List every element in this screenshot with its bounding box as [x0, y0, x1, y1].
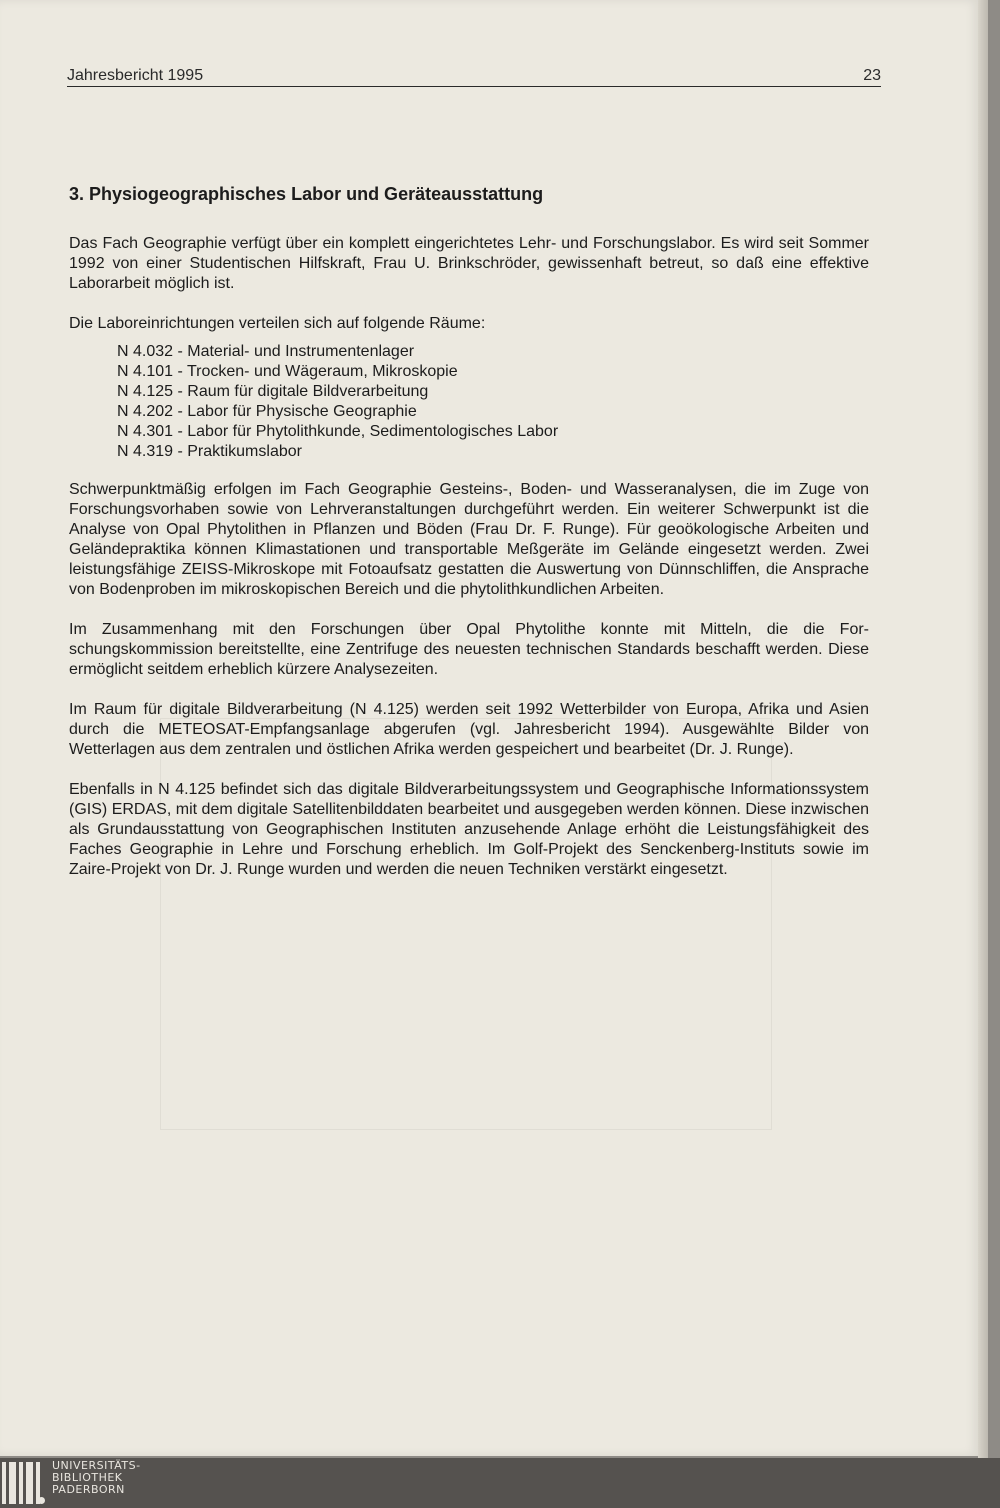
logo-dot-icon — [38, 1497, 45, 1504]
body-paragraph: Schwerpunktmäßig erfolgen im Fach Geographie Gesteins-, Boden- und Wasseranalysen, die im Zuge von Forschungsvorhaben sowie von Lehrveranstaltungen durchgeführt werden. Ein weiterer Schwerpunkt ist die Analyse von Opal Phytolithen in Pflanzen und Böden (Frau Dr. F. Runge). Für geoökologische Arbeiten und Geländepraktika können Klimastationen und transportable Meßgeräte im Gelände eingesetzt werden. Zwei leistungsfähige ZEISS-Mikroskope mit Fotoaufsatz gestatten die Auswertung von Dünnschliffen, die Ansprache von Bodenproben im mikroskopischen Bereich und die phytolithkundlichen Arbeiten. — [69, 481, 869, 598]
page-edge — [978, 0, 988, 1458]
room-item: N 4.032 - Material- und Instrumentenlager — [117, 343, 415, 360]
page-number: 23 — [863, 67, 881, 84]
library-logo-icon — [2, 1462, 40, 1504]
library-line-1: UNIVERSITÄTS- — [52, 1459, 141, 1472]
room-item: N 4.319 - Praktikumslabor — [117, 443, 302, 460]
library-line-2: BIBLIOTHEK — [52, 1471, 123, 1484]
rooms-list — [117, 342, 869, 462]
library-footer — [0, 1458, 1000, 1508]
running-header — [67, 66, 881, 87]
room-item: N 4.301 - Labor für Phytolithkunde, Sedimentologisches Labor — [117, 423, 559, 440]
library-name — [52, 1460, 141, 1496]
section-title: 3. Physiogeographisches Labor und Geräteausstattung — [69, 184, 544, 204]
body-paragraph: Im Raum für digitale Bildverarbeitung (N 4.125) werden seit 1992 Wetterbilder von Europa, Afrika und Asien durch die METEOSAT-Empfangsanlage abgerufen (vgl. Jahresbericht 1994). Ausgewählte Bilder von Wetterlagen aus dem zentralen und östlichen Afrika werden gespeichert und bearbeitet (Dr. J. Runge). — [69, 701, 869, 758]
room-item: N 4.202 - Labor für Physische Geographie — [117, 403, 417, 420]
main-content — [69, 182, 869, 900]
room-item: N 4.101 - Trocken- und Wägeraum, Mikroskopie — [117, 363, 458, 380]
header-title: Jahresbericht 1995 — [67, 67, 204, 84]
intro-paragraph: Das Fach Geographie verfügt über ein komplett eingerichtetes Lehr- und Forschungslabor. Es wird seit Sommer 1992 von einer Studentischen Hilfskraft, Frau U. Brinkschröder, gewissenhaft betreut, so daß eine effektive Laborarbeit möglich ist. — [69, 235, 869, 292]
body-paragraph: Im Zusammenhang mit den Forschungen über Opal Phytolithe konnte mit Mitteln, die die Forschungskommission bereitstellte, eine Zentrifuge des neuesten technischen Standards beschafft werden. Diese ermöglicht seitdem erheblich kürzere Analysezeiten. — [69, 621, 869, 678]
library-line-3: PADERBORN — [52, 1483, 125, 1496]
body-paragraph: Ebenfalls in N 4.125 befindet sich das digitale Bildverarbeitungssystem und Geographische Informationssystem (GIS) ERDAS, mit dem digitale Satellitenbilddaten bearbeitet und ausgegeben werden können. Diese inzwischen als Grundausstattung von Geographischen Instituten anzusehende Anlage erhöht die Leistungsfähigkeit des Faches Geographie in Lehre und Forschung erheblich. Im Golf-Projekt des Senckenberg-Instituts sowie im Zaire-Projekt von Dr. J. Runge wurden und werden die neuen Techniken verstärkt eingesetzt. — [69, 781, 869, 878]
rooms-intro: Die Laboreinrichtungen verteilen sich auf folgende Räume: — [69, 315, 486, 332]
room-item: N 4.125 - Raum für digitale Bildverarbeitung — [117, 383, 429, 400]
